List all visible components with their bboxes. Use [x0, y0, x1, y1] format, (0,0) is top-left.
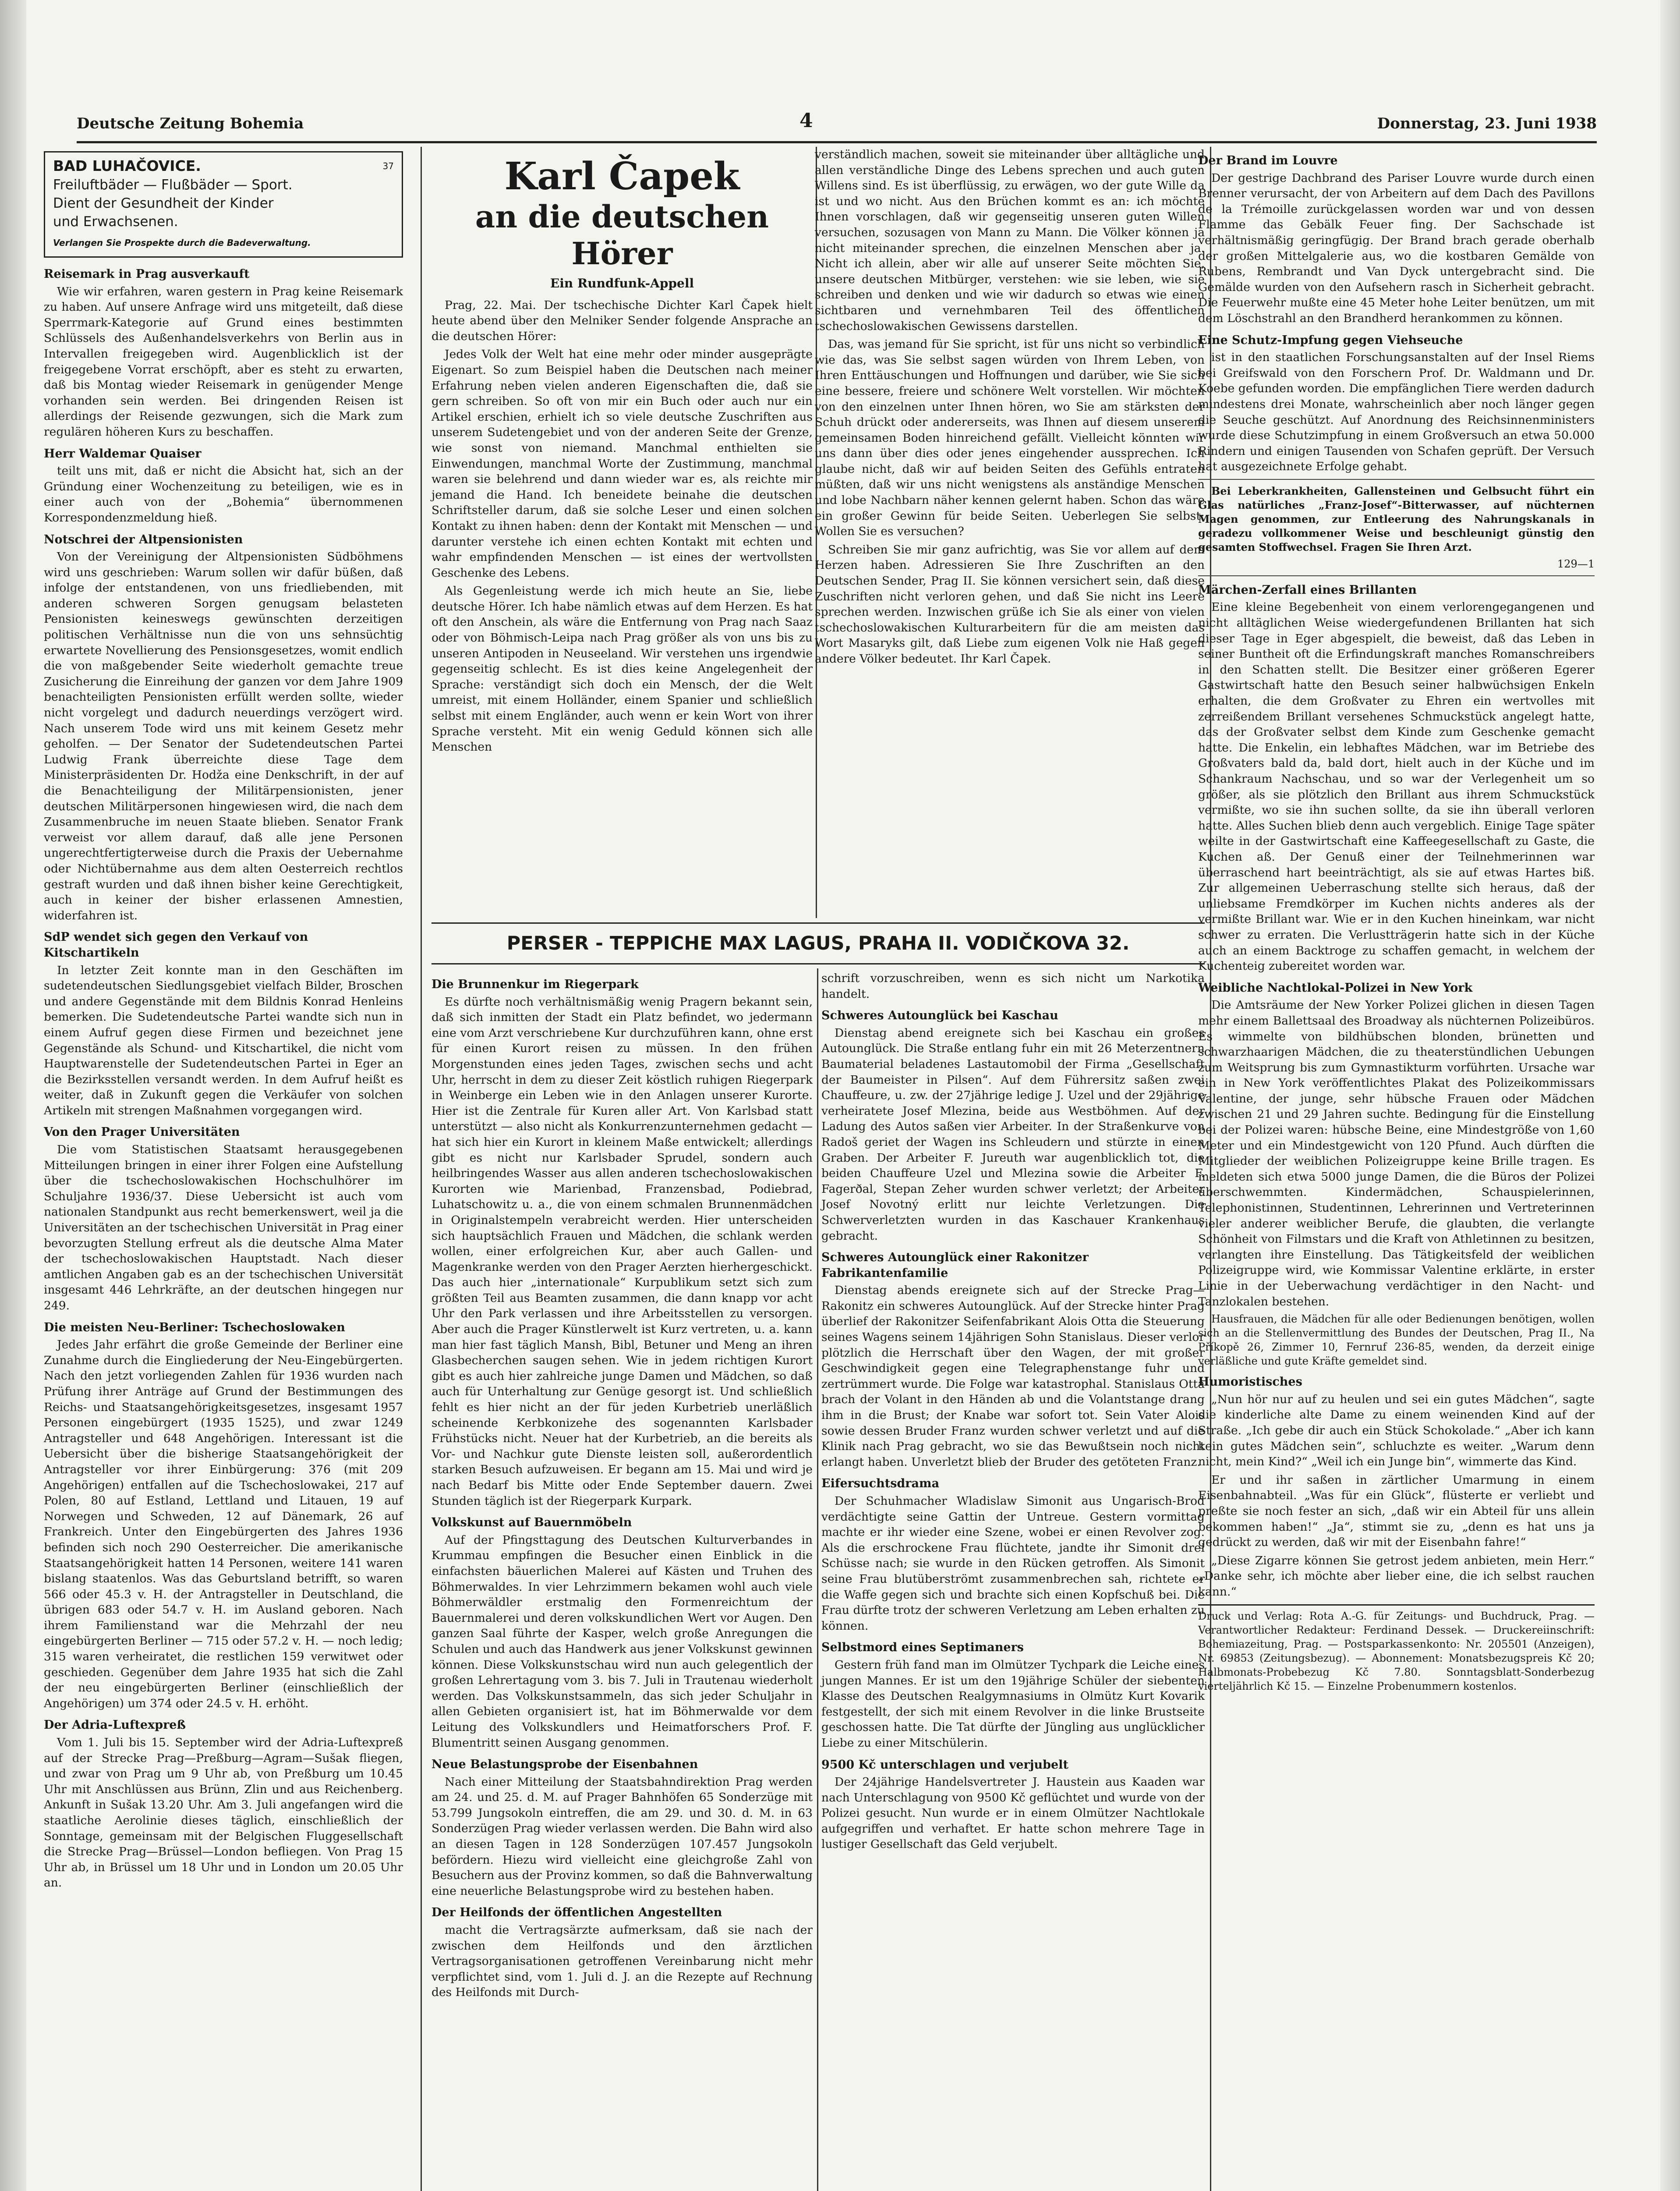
ad-number: 37 — [382, 161, 394, 171]
ad-number: 129—1 — [1557, 557, 1595, 570]
article-body: „Nun hör nur auf zu heulen und sei ein gutes Mädchen“, sagte die kinderliche alte Dame zu einem weinenden Kind auf der Straße. „Ich gebe dir auch ein Stück Schokolade.“ „Aber ich kann kein gutes Mädchen sein“, schluchzte es weiter. „Warum denn nicht, mein Kind?“ „Weil ich ein Junge bin“, wimmerte das Kind. — [1198, 1392, 1595, 1469]
article-headline: Der Brand im Louvre — [1198, 154, 1338, 167]
capek-headline — [431, 155, 813, 272]
article-body: Der 24jährige Handelsvertreter J. Haustein aus Kaaden war nach Unterschlagung von 9500 Kč geflüchtet und wurde von der Polizei gesucht. Nun wurde er in einem Olmützer Nachtlokale aufgegriffen und verhaftet. Er hatte schon mehrere Tage in lustiger Gesellschaft das Geld verjubelt. — [821, 1775, 1205, 1851]
article-body: verständlich machen, soweit sie miteinander über alltägliche und allen verständliche Dinge des Lebens sprechen und auch guten Willens sind. Es ist überflüssig, zu erwägen, wo der gute Wille da ist und wo nicht. Aus den Brüchen kommt es an: ich möchte Ihnen vorschlagen, daß wir gegenseitig unseren guten Willen versuchen, sozusagen von Mann zu Mann. Die Völker können ja nicht miteinander sprechen, die einzelnen Menschen aber ja. Nicht ich allein, aber wir alle auf unserer Seite möchten Sie, unsere deutschen Mitbürger, verstehen: wie sie leben, wie sie schreiben und denken und wie wir dadurch so etwas wie einen sichtbaren und vernehmbaren Teil des öffentlichen tschechoslowakischen Gewissens darstellen. — [815, 148, 1205, 333]
ad-line: Dient der Gesundheit der Kinder — [53, 195, 274, 211]
article-body: Nach einer Mitteilung der Staatsbahndirektion Prag werden am 24. und 25. d. M. auf Prager Bahnhöfen 65 Sonderzüge mit 53.799 Jungsokoln eintreffen, die am 29. und 30. d. M. in 63 Sonderzügen Prag wieder verlassen werden. Die Bahn wird also an diesen Tagen in 128 Sonderzügen 107.457 Jungsokoln befördern. Hiezu wird vielleicht eine gleichgroße Zahl von Besuchern aus der Provinz kommen, so daß die Bahnverwaltung eine neuerliche Belastungsprobe wird zu bestehen haben. — [431, 1775, 813, 1898]
header-page-number: 4 — [799, 110, 813, 132]
article-body: Auf der Pfingsttagung des Deutschen Kulturverbandes in Krummau empfingen die Besucher einen Einblick in die einfachsten bäuerlichen Malerei auf Kästen und Truhen des Böhmerwaldes. In vier Lehrzimmern bekamen wohl auch viele Böhmerwäldler erstmalig den Formenreichtum der Bauernmalerei und deren volkskundlichen Wert vor Augen. Den ganzen Saal führte der Kasper, welch große Anregungen die Schulen und auch das Handwerk aus jener Volkskunst gewinnen können. Diese Volkskunstschau wird nun auch gelegentlich der großen Lehrertagung vom 3. bis 7. Juli in Trautenau wiederholt werden. Das Volkskunstsammeln, das sich jeder Schuljahr in allen Gebieten organisiert ist, hat im Böhmerwalde vor dem Leitung des Volkskundlers und Heimatforschers Prof. F. Blumentritt seinen Ausgang genommen. — [431, 1533, 813, 1750]
column-1 — [44, 147, 403, 1893]
scan-edge-right — [1660, 0, 1680, 2191]
article-headline: Der Adria-Luftexpreß — [44, 1718, 186, 1732]
article-headline: Schweres Autounglück bei Kaschau — [821, 1009, 1058, 1023]
ad-bad-luhacovice — [44, 151, 403, 258]
article-body: ist in den staatlichen Forschungsanstalten auf der Insel Riems bei Greifswald von den Forschern Prof. Dr. Waldmann und Dr. Koebe gefunden worden. Die empfänglichen Tiere werden dadurch mindestens drei Monate, wahrscheinlich aber noch länger gegen die Seuche geschützt. Auf Anordnung des Reichsinnenministers wurde diese Schutzimpfung in einem Großversuch an etwa 50.000 Rindern und einigen Tausenden von Schafen geprüft. Der Versuch hat ausgezeichnete Erfolge gehabt. — [1198, 351, 1595, 474]
article-body: Das, was jemand für Sie spricht, ist für uns nicht so verbindlich wie das, was Sie selbst sagen würden von Ihrem Leben, von Ihren Enttäuschungen und Hoffnungen und darüber, wie Sie sich eine bessere, freiere und schönere Welt vorstellen. Wir möchten von den einzelnen unter Ihnen hören, wo Sie am stärksten der Schuh drückt oder andererseits, was Ihnen auf diesem unserem gemeinsamen Boden hinreichend gefällt. Vielleicht könnten wir uns dann über dies oder jenes eingehender aussprechen. Ich glaube nicht, daß wir auf beiden Seiten des Gefühls entraten müßten, daß wir uns nicht wenigstens als anständige Menschen und lobe Nachbarn näher kennen gelernt haben. Schon das wäre ein großer Gewinn für beide Seiten. Ueberlegen Sie selbst: Wollen Sie es versuchen? — [815, 337, 1205, 539]
scan-edge-left — [0, 0, 26, 2191]
article-body: Dienstag abend ereignete sich bei Kaschau ein großes Autounglück. Die Straße entlang fuhr ein mit 26 Meterzentnern Baumaterial beladenes Lastautomobil der Firma „Gesellschaft der Baumeister in Pilsen“. Auf dem Führersitz saßen zwei Chauffeure, u. zw. der 27jährige ledige J. Uzel und der 29jährige verheiratete Josef Mlezina, beide aus Westböhmen. Auf der Ladung des Autos saßen vier Arbeiter. In der Straßenkurve von Radoš geriet der Wagen ins Schleudern und stürzte in einen Graben. Der Arbeiter F. Jureuth war augenblicklich tot, die beiden Chauffeure Uzel und Mlezina sowie die Arbeiter F. Fagerðal, Stepan Zeher wurden schwer verletzt; der Arbeiter Josef Novotný erlitt nur leichte Verletzungen. Die Schwerverletzten wurden in das Kaschauer Krankenhaus gebracht. — [821, 1026, 1205, 1243]
page-header — [77, 110, 1597, 140]
header-newspaper-name: Deutsche Zeitung Bohemia — [77, 115, 304, 132]
article-body: Die vom Statistischen Staatsamt herausgegebenen Mitteilungen bringen in einer ihrer Folgen eine Aufstellung über die tschechoslowakischen Hochschulhörer im Schuljahre 1936/37. Diese Uebersicht ist auch vom nationalen Standpunkt aus recht bemerkenswert, weil ja die Universitäten an der tschechischen Universität in Prag einer bevorzugten Stellung erfreut als die deutsche Alma Mater der tschechoslowakischen Hauptstadt. Nach dieser amtlichen Angaben gab es an der tschechischen Universität insgesamt 446 Lehrkräfte, an der deutschen hingegen nur 249. — [44, 1143, 403, 1312]
column-2-capek — [431, 147, 813, 758]
lower-column-a — [431, 971, 813, 2003]
article-body: Gestern früh fand man im Olmützer Tychpark die Leiche eines jungen Mannes. Er ist um den 19jährige Schüler der siebenten Klasse des Deutschen Realgymnasiums in Olmütz Kurt Kovarik festgestellt, der sich mit einem Revolver in die linke Brustseite geschossen hatte. Die Tat dürfte der Jüngling aus unglücklicher Liebe zu einer Mitschülerin. — [821, 1658, 1205, 1750]
article-headline: Die Brunnenkur im Riegerpark — [431, 978, 639, 991]
article-body: macht die Vertragsärzte aufmerksam, daß sie nach der zwischen dem Heilfonds und den ärztlichen Vertragsorganisationen getroffenen Vereinbarung nicht mehr verpflichtet sind, vom 1. Juli d. J. an die Rezepte auf Rechnung des Heilfonds mit Durch- — [431, 1923, 813, 2000]
article-headline: Humoristisches — [1198, 1375, 1302, 1389]
divider — [1198, 479, 1595, 480]
capek-title-line1: Karl Čapek — [504, 154, 740, 199]
article-headline: SdP wendet sich gegen den Verkauf von Kitschartikeln — [44, 930, 308, 960]
article-headline: Die meisten Neu-Berliner: Tschechoslowaken — [44, 1320, 345, 1334]
article-headline: Von den Prager Universitäten — [44, 1125, 240, 1139]
imprint: Druck und Verlag: Rota A.-G. für Zeitungs- und Buchdruck, Prag. — Verantwortlicher Redakteur: Ferdinand Dessek. — Druckereiinschrift: Bohemiazeitung, Prag. — Postsparkassenkonto: Nr. 205501 (Anzeigen), Nr. 69853 (Zeitungsbezug). — Abonnement: Monatsbezugspreis Kč 20; Halbmonats-Probebezug Kč 7.80. Sonntagsblatt-Sonderbezug vierteljährlich Kč 15. — Einzelne Probenummern kostenlos. — [1198, 1604, 1595, 1693]
ad-footer: Verlangen Sie Prospekte durch die Badeverwaltung. — [53, 238, 311, 248]
article-headline: 9500 Kč unterschlagen und verjubelt — [821, 1758, 1068, 1772]
article-headline: Der Heilfonds der öffentlichen Angestellten — [431, 1906, 722, 1920]
column-rule-1 — [421, 147, 422, 2191]
article-body: Prag, 22. Mai. Der tschechische Dichter Karl Čapek hielt heute abend über den Melniker Sender folgende Ansprache an die deutschen Hörer: — [431, 298, 813, 343]
lower-column-b — [821, 971, 1205, 1855]
column-4 — [1198, 147, 1595, 1693]
article-headline: Weibliche Nachtlokal-Polizei in New York — [1198, 981, 1473, 995]
ad-title: BAD LUHAČOVICE. — [53, 157, 201, 174]
header-rule — [77, 141, 1597, 143]
capek-title-line2: an die deutschen Hörer — [475, 199, 769, 272]
article-body: Es dürfte noch verhältnismäßig wenig Pragern bekannt sein, daß sich inmitten der Stadt ein Platz befindet, wo jedermann eine vom Arzt verschriebene Kur durchzuführen kann, ohne erst für einen Kurort reisen zu müssen. In den frühen Morgenstunden eines jeden Tages, zwischen sechs und acht Uhr, herrscht in dem zu dieser Zeit köstlich ruhigen Riegerpark in Weinberge ein Leben wie in den Anlagen unserer Kurorte. Hier ist die Zentrale für Kuren aller Art. Von Karlsbad statt unterstützt — also nicht als Konkurrenzunternehmen gedacht — hat sich hier ein Kurort in kleinem Maße entwickelt; allerdings gibt es nicht nur Karlsbader Sprudel, sondern auch heilbringendes Wasser aus allen anderen tschechoslowakischen Kurorten wie Marienbad, Franzensbad, Podiebrad, Luhatschowitz u. a., die von einem schmalen Brunnenmädchen in Originalstempeln verabreicht werden. Hier unterscheiden sich hauptsächlich Frauen und Mädchen, die schlank werden wollen, einer erfolgreichen Kur, aber auch Gallen- und Magenkranke werden von den Prager Aerzten hierhergeschickt. Das auch hier „internationale“ Kurpublikum setzt sich zum größten Teil aus Beamten zusammen, die dann knapp vor acht Uhr den Park verlassen und ihre Arbeitsstellen zu versorgen. Aber auch die Prager Künstlerwelt ist Kurz vertreten, u. a. kann man hier fast täglich Mansh, Bibl, Betuner und Meng an ihren Glasbecherchen saugen sehen. Wie in jedem richtigen Kurort gibt es auch hier zahlreiche junge Damen und Mädchen, so daß auch für Unterhaltung zur Genüge gesorgt ist. Und schließlich fehlt es hier nicht an der für jeden Kurbetrieb unerläßlich scheinende Kerbkonizehe des sogenannten Karlsbader Frühstücks nicht. Neuer hat der Kurbetrieb, an die bereits als Vor- und Nachkur gute Dienste leisten soll, außerordentlich starken Besuch aufzuweisen. Er begann am 15. Mai und wird je nach Bedarf bis Mitte oder Ende September dauern. Zwei Stunden täglich ist der Riegerpark Kurpark. — [431, 995, 813, 1508]
column-3-capek-cont — [815, 147, 1205, 670]
article-body: In letzter Zeit konnte man in den Geschäften im sudetendeutschen Siedlungsgebiet vielfach Bilder, Broschen und andere Gegenstände mit dem Bildnis Konrad Henleins bemerken. Die Sudetendeutsche Partei wandte sich nun in einem Aufruf gegen diese Firmen und bezeichnet jene Gegenstände als Schund- und Kitschartikel, die nicht vom Hauptwarenstelle der Sudetendeutschen Partei in Eger an die Bezirksstellen versandt werden. In dem Aufruf heißt es weiter, daß in Zukunft gegen die Verkäufer von solchen Artikeln mit strengen Maßnahmen vorgegangen wird. — [44, 963, 403, 1117]
article-body: teilt uns mit, daß er nicht die Absicht hat, sich an der Gründung einer Wochenzeitung zu beteiligen, wie es in einer auch von der „Bohemia“ übernommenen Korrespondenzmeldung hieß. — [44, 464, 403, 525]
column-rule-2b — [817, 968, 818, 2191]
article-body: Er und ihr saßen in zärtlicher Umarmung in einem Eisenbahnabteil. „Was für ein Glück“, flüsterte er verliebt und preßte sie noch fester an sich, „daß wir ein Abteil für uns allein bekommen haben!“ „Ja“, stimmt sie zu, „denn es hat uns ja gedrückt zu werden, daß wir mit der Eisenbahn fahre!“ — [1198, 1473, 1595, 1549]
article-body: schrift vorzuschreiben, wenn es sich nicht um Narkotika handelt. — [821, 971, 1205, 1001]
ad-line: Freiluftbäder — Flußbäder — Sport. — [53, 177, 293, 193]
carpet-ad-banner: PERSER - TEPPICHE MAX LAGUS, PRAHA II. VODIČKOVA 32. — [431, 922, 1205, 964]
article-body: Vom 1. Juli bis 15. September wird der Adria-Luftexpreß auf der Strecke Prag—Preßburg—Agram—Sušak fliegen, und zwar von Prag um 9 Uhr ab, von Preßburg um 10.45 Uhr mit Anschlüssen aus Brünn, Zlin und aus Reichenberg. Ankunft in Sušak 13.20 Uhr. Am 3. Juli angefangen wird die staatliche Aerolinie dieses täglich, einschließlich der Sonntage, gemeinsam mit der Belgischen Fluggesellschaft die Strecke Prag—Brüssel—London befliegen. Von Prag 15 Uhr ab, in Brüssel um 18 Uhr und in London um 20.05 Uhr an. — [44, 1736, 403, 1890]
article-body: Die Amtsräume der New Yorker Polizei glichen in diesen Tagen mehr einem Ballettsaal des Broadway als nüchternen Polizeibüros. Es wimmelte von bildhübschen blonden, brünetten und schwarzhaarigen Mädchen, die zu theaterstündlichen Uebungen zum Weitsprung bis zum Gymnastikturm vorführten. Ursache war ein in New York veröffentlichtes Plakat des Polizeikommissars Valentine, der junge, sehr hübsche Frauen oder Mädchen zwischen 21 und 29 Jahren suchte. Bedingung für die Einstellung bei der Polizei waren: hübsche Beine, eine Mindestgröße von 1,60 Meter und ein Mindestgewicht von 120 Pfund. Auch dürften die Mitglieder der weiblichen Polizeigruppe keine Brille tragen. Es meldeten sich etwa 5000 junge Damen, die die Büros der Polizei überschwemmten. Kindermädchen, Schauspielerinnen, Telephonistinnen, Studentinnen, Lehrerinnen und Vertreterinnen vieler anderer weiblicher Berufe, die glaubten, die verlangte Schönheit von Filmstars und die Kraft von Athletinnen zu besitzen, verlangten ihre Einstellung. Das Tätigkeitsfeld der weiblichen Polizeigruppe wird, wie Kommissar Valentine erklärte, in erster Linie in der Ueberwachung verdächtiger in den Nacht- und Tanzlokalen bestehen. — [1198, 998, 1595, 1308]
article-body: Dienstag abends ereignete sich auf der Strecke Prag—Rakonitz ein schweres Autounglück. Auf der Strecke hinter Prag überlief der Rakonitzer Seifenfabrikant Alois Otta die Steuerung seines Wagens seinem 14jährigen Sohn Stanislaus. Dieser verlor plötzlich die Herrschaft über den Wagen, der mit großer Geschwindigkeit gegen eine Telegraphenstange fuhr und zertrümmert wurde. Die Folge war katastrophal. Stanislaus Otta brach der Volant in den Händen ab und die Volantstange drang ihm in die Brust; der Knabe war sofort tot. Sein Vater Alois sowie dessen Bruder Franz wurden schwer verletzt und auf die Klinik nach Prag gebracht, wo sie das Bewußtsein noch nicht erlangt haben. Unverletzt blieb der Bruder des getöteten Franz. — [821, 1283, 1205, 1469]
article-headline: Eifersuchtsdrama — [821, 1477, 940, 1491]
article-body: Schreiben Sie mir ganz aufrichtig, was Sie vor allem auf dem Herzen haben. Adressieren Sie Ihre Zuschriften an den Deutschen Sender, Prag II. Sie können versichert sein, daß diese Zuschriften nicht verloren gehen, und daß Sie nicht ins Leere sprechen werden. Inzwischen grüße ich Sie als einer von vielen tschechoslowakischen Kulturarbeitern für die am meisten das Wort Masaryks gilt, daß Liebe zum eigenen Volk nie Haß gegen andere Völker bedeutet. Ihr Karl Čapek. — [815, 542, 1205, 666]
article-body: Der Schuhmacher Wladislaw Simonit aus Ungarisch-Brod verdächtigte seine Gattin der Untreue. Gestern vormittag machte er ihr wieder eine Szene, wobei er einen Revolver zog. Als die erschrockene Frau flüchtete, jandte ihr Simonit drei Schüsse nach; sie wurde in den Rücken getroffen. Als Simonit seine Frau blutüberströmt zusammenbrechen sah, richtete er die Waffe gegen sich und brachte sich einen Kopfschuß bei. Die Frau dürfte trotz der schweren Verletzung am Leben erhalten zu können. — [821, 1494, 1205, 1633]
article-body: Als Gegenleistung werde ich mich heute an Sie, liebe deutsche Hörer. Ich habe nämlich etwas auf dem Herzen. Es hat oft den Anschein, als wäre die Entfernung von Prag nach Saaz oder von Böhmisch-Leipa nach Prag größer als von uns bis zu unseren Antipoden in Neuseeland. Wir verstehen uns irgendwie gegenseitig schlecht. Es ist dies keine Angelegenheit der Sprache: verständigt sich doch ein Mensch, der die Welt umreist, mit einem Holländer, einem Spanier und schließlich selbst mit einem Engländer, auch wenn er kein Wort von ihrer Sprache versteht. Mit ein wenig Geduld können sich alle Menschen — [431, 584, 813, 754]
divider — [1198, 575, 1595, 576]
article-body: Jedes Jahr erfährt die große Gemeinde der Berliner eine Zunahme durch die Eingliederung der Neu-Eingebürgerten. Nach den jetzt vorliegenden Zahlen für 1936 wurden nach Prüfung ihrer Anträge auf Grund der Bestimmungen des Reichs- und Staatsangehörigkeitsgesetzes, insgesamt 1957 Personen eingebürgert (1935 1525), und zwar 1249 Antragsteller und 648 Angehörigen. Interessant ist die Uebersicht über die bisherige Staatsangehörigkeit der Antragsteller vor ihrer Einbürgerung: 376 (mit 209 Angehörigen) entfallen auf die Tschechoslowakei, 217 auf Polen, 80 auf Estland, Lettland und Litauen, 19 auf Norwegen und Schweden, 12 auf Dänemark, 26 auf Frankreich. Unter den Eingebürgerten des Jahres 1936 befinden sich noch 290 Oesterreicher. Die amerikanische Staatsangehörigkeit hatten 14 Personen, weitere 141 waren bislang staatenlos. Was das Geburtsland betrifft, so waren 566 oder 45.3 v. H. der Antragsteller in Deutschland, die übrigen 683 oder 54.7 v. H. im Ausland geboren. Nach ihrem Familienstand war die Mehrzahl der neu eingebürgerten Berliner — 715 oder 57.2 v. H. — noch ledig; 315 waren verheiratet, die restlichen 159 verwitwet oder geschieden. Gegenüber dem Jahre 1935 hat sich die Zahl der neu eingebürgerten Berliner (einschließlich der Angehörigen) um 374 oder 24.5 v. H. erhöht. — [44, 1338, 403, 1710]
small-notice: Hausfrauen, die Mädchen für alle oder Bedienungen benötigen, wollen sich an die Stellenvermittlung des Bundes der Deutschen, Prag II., Na Příkopě 26, Zimmer 10, Fernruf 236-85, wenden, da derzeit einige verläßliche und gute Kräfte gemeldet sind. — [1198, 1313, 1595, 1368]
franz-josef-ad: Bei Leberkrankheiten, Gallensteinen und Gelbsucht führt ein Glas natürliches „Franz-Josef“-Bitterwasser, auf nüchternen Magen genommen, zur Entleerung des Nahrungskanals in geradezu vollkommener Weise und beschleunigt günstig den gesamten Stoffwechsel. Fragen Sie Ihren Arzt. — [1198, 484, 1595, 553]
article-body: Der gestrige Dachbrand des Pariser Louvre wurde durch einen Brenner verursacht, der von Arbeitern auf dem Dach des Pavillons de la Trémoille zurückgelassen worden war und von dessen Flamme das Gebälk Feuer fing. Der Sachschade ist verhältnismäßig geringfügig. Der Brand brach gerade oberhalb der großen Mittelgalerie aus, wo die kostbaren Gemälde von Rubens, Rembrandt und Van Dyck untergebracht sind. Die Gemälde wurden von den Aufsehern rasch in Sicherheit gebracht. Die Feuerwehr mußte eine 45 Meter hohe Leiter benützen, um mit dem Löschstrahl an den Brandherd herankommen zu können. — [1198, 171, 1595, 325]
article-headline: Volkskunst auf Bauernmöbeln — [431, 1516, 632, 1530]
header-date: Donnerstag, 23. Juni 1938 — [1377, 115, 1597, 132]
article-body: Wie wir erfahren, waren gestern in Prag keine Reisemark zu haben. Auf unsere Anfrage wird uns mitgeteilt, daß diese Sperrmark-Kategorie auf Grund eines bestimmten Schlüssels des Außenhandelsverkehrs von Berlin aus in Intervallen freigegeben wird. Augenblicklich ist der freigegebene Vorrat erschöpft, aber es steht zu erwarten, daß bis Montag wieder Reisemark in genügender Menge vorhanden sein werden. Bei dringenden Reisen ist allerdings der Reisende gezwungen, sich die Mark zum regulären höheren Kurs zu beschaffen. — [44, 284, 403, 439]
ad-line: und Erwachsenen. — [53, 214, 178, 230]
article-body: Eine kleine Begebenheit von einem verlorengegangenen und nicht alltäglichen Weise wiedergefundenen Brillanten hat sich dieser Tage in Eger abgespielt, die beweist, daß das Leben in seiner Buntheit oft die Erfindungskraft manches Romanschreibers in den Schatten stellt. Die Besitzer einer größeren Egerer Gastwirtschaft hatte den Besuch seiner halbwüchsigen Enkeln erhalten, die dem Großvater zu Ehren ein wertvolles mit zerreißendem Brillant versehenes Schmuckstück angelegt hatte, das der Großvater selbst dem Kinde zum Geschenke gemacht hatte. Die Enkelin, ein lebhaftes Mädchen, war im Betriebe des Großvaters bald da, bald dort, hielt auch in der Küche und im Schankraum Nachschau, und so war der Verlegenheit um so größer, als sie plötzlich den Brillant aus ihrem Schmuckstück vermißte, wo sie ihn suchen sollte, da sie ihn überall verloren hatte. Alles Suchen blieb denn auch vergeblich. Einige Tage später weilte in der Gastwirtschaft eine Kaffeegesellschaft zu Gaste, die Kuchen aß. Der Genuß einer der Teilnehmerinnen war überraschend hart beeinträchtigt, als sie auf etwas Hartes biß. Zur allgemeinen Ueberraschung stellte sich heraus, daß der unliebsame Fremdkörper im Kuchen nichts anderes als der vermißte Brillant war. Wie er in den Kuchen hineinkam, war nicht schwer zu erraten. Die Verlustträgerin hatte sich in der Küche auch an einem Backtroge zu schaffen gemacht, in welchem der Kuchenteig zubereitet worden war. — [1198, 600, 1595, 973]
article-headline: Eine Schutz-Impfung gegen Viehseuche — [1198, 333, 1463, 347]
article-headline: Reisemark in Prag ausverkauft — [44, 267, 250, 281]
article-headline: Selbstmord eines Septimaners — [821, 1641, 1024, 1655]
article-body: Von der Vereinigung der Altpensionisten Südböhmens wird uns geschrieben: Warum sollen wir dafür büßen, daß infolge der entstandenen, von uns friedliebenden, mit anderen schweren Sorgen genugsam belasteten Pensionisten keineswegs gewünschten derzeitigen politischen Verhältnisse nun die von uns sehnsüchtig erwartete Novellierung des Pensionsgesetzes, womit endlich die von maßgebender Seite wiederholt gemachte treue Zusicherung die Einreihung der ganzen vor dem Jahre 1909 benachteiligten Pensionisten erfüllt werden sollte, wieder nicht vorgelegt und dadurch neuerdings verzögert wird. Nach unserem Tode wird uns mit keinem Gesetz mehr geholfen. — Der Senator der Sudetendeutschen Partei Ludwig Frank überreichte diese Tage dem Ministerpräsidenten Dr. Hodža eine Denkschrift, in der auf die Benachteiligung der Militärpensionisten, jener deutschen Militärpersonen hingewiesen wird, die nach dem Zusammenbruche im neuen Staate blieben. Senator Frank verweist vor allem darauf, daß alle jene Personen ungerechtfertigterweise durch die Praxis der Uebernahme oder Nichtübernahme aus dem alten Oesterreich rechtlos gestraft wurden und daß ihnen bisher keine Gerechtigkeit, auch in keiner der bisher erlassenen Amnestien, widerfahren ist. — [44, 550, 403, 922]
article-body: Jedes Volk der Welt hat eine mehr oder minder ausgeprägte Eigenart. So zum Beispiel haben die Deutschen nach meiner Erfahrung neben vielen anderen Eigenschaften die, daß sie gern schreiben. So oft von mir ein Buch oder auch nur ein Artikel erschien, erhielt ich so viele deutsche Zuschriften aus unserem Sudetengebiet und von der anderen Seite der Grenze, wie sonst von niemand. Manchmal enthielten sie Einwendungen, manchmal Worte der Zustimmung, manchmal waren sie belehrend und dann wieder war es, als reichte mir jemand die Hand. Ich beneidete beinahe die deutschen Schriftsteller darum, daß sie solche Leser und einen solchen Kontakt zu ihnen haben: denn der Kontakt mit Menschen — und darunter verstehe ich einen echten Kontakt mit echten und wahr empfindenden Menschen — ist eines der wertvollsten Geschenke des Lebens. — [431, 347, 813, 580]
article-headline: Märchen-Zerfall eines Brillanten — [1198, 583, 1417, 597]
article-headline: Notschrei der Altpensionisten — [44, 532, 243, 546]
article-headline: Herr Waldemar Quaiser — [44, 447, 202, 461]
article-body: „Diese Zigarre können Sie getrost jedem anbieten, mein Herr.“ „Danke sehr, ich möchte aber lieber eine, die ich selbst rauchen kann.“ — [1198, 1553, 1595, 1599]
capek-subtitle: Ein Rundfunk-Appell — [550, 276, 694, 291]
article-headline: Neue Belastungsprobe der Eisenbahnen — [431, 1758, 698, 1772]
article-headline: Schweres Autounglück einer Rakonitzer Fabrikantenfamilie — [821, 1251, 1089, 1280]
